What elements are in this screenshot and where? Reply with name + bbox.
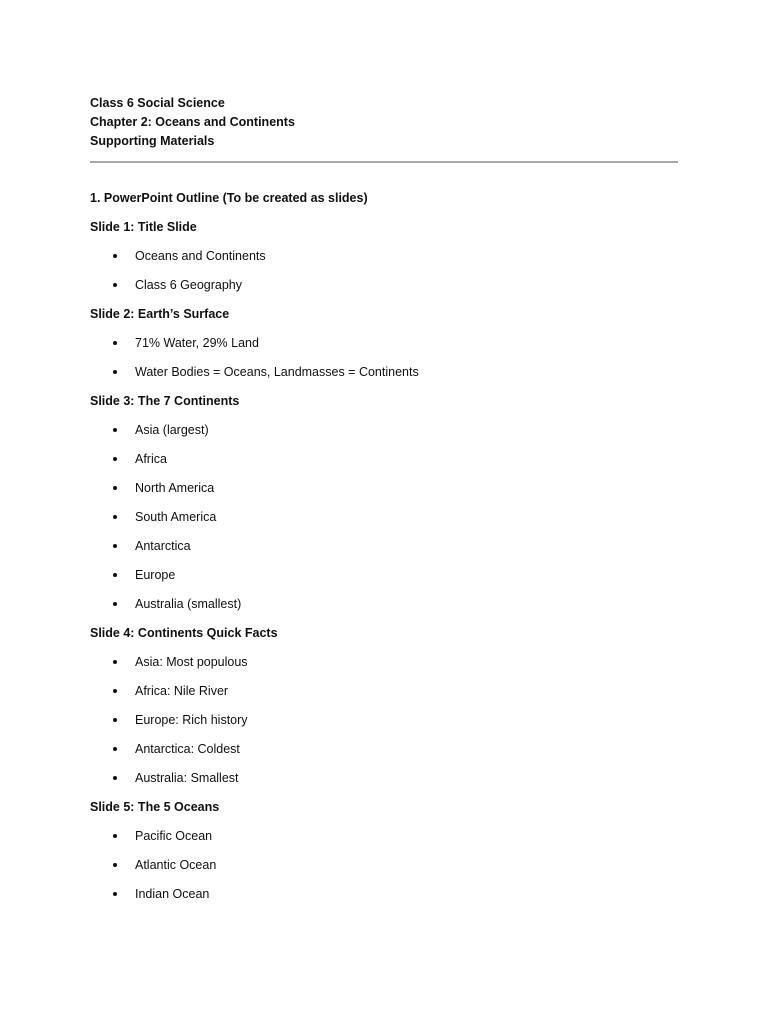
slide-block <box>90 306 678 380</box>
bullet-item <box>90 335 678 351</box>
bullet-text: Antarctica: Coldest <box>135 742 240 756</box>
bullet-text: North America <box>135 481 215 495</box>
bullet-text: Water Bodies = Oceans, Landmasses = Continents <box>135 365 419 379</box>
bullet-item <box>90 422 678 438</box>
section-heading: 1. PowerPoint Outline (To be created as slides) <box>90 191 368 205</box>
bullet-dot-icon <box>113 341 117 345</box>
document-page <box>90 94 678 902</box>
bullet-text: Class 6 Geography <box>135 278 243 292</box>
bullet-list <box>90 654 678 786</box>
bullet-dot-icon <box>113 689 117 693</box>
bullet-dot-icon <box>113 573 117 577</box>
bullet-dot-icon <box>113 892 117 896</box>
bullet-dot-icon <box>113 457 117 461</box>
bullet-item <box>90 277 678 293</box>
bullet-item <box>90 741 678 757</box>
bullet-item <box>90 857 678 873</box>
bullet-dot-icon <box>113 283 117 287</box>
bullet-dot-icon <box>113 428 117 432</box>
slide-block <box>90 219 678 293</box>
bullet-text: South America <box>135 510 217 524</box>
bullet-text: Asia: Most populous <box>135 655 248 669</box>
bullet-text: Indian Ocean <box>135 887 210 901</box>
bullet-dot-icon <box>113 863 117 867</box>
bullet-dot-icon <box>113 718 117 722</box>
document-class-title: Class 6 Social Science <box>90 96 225 110</box>
bullet-text: Africa: Nile River <box>135 684 229 698</box>
bullet-text: Africa <box>135 452 167 466</box>
bullet-item <box>90 364 678 380</box>
bullet-item <box>90 683 678 699</box>
bullet-item <box>90 538 678 554</box>
bullet-text: Antarctica <box>135 539 191 553</box>
bullet-item <box>90 712 678 728</box>
bullet-list <box>90 248 678 293</box>
bullet-text: Australia (smallest) <box>135 597 242 611</box>
horizontal-divider <box>90 161 678 163</box>
slide-title: Slide 5: The 5 Oceans <box>90 800 220 814</box>
bullet-dot-icon <box>113 515 117 519</box>
bullet-dot-icon <box>113 776 117 780</box>
bullet-list <box>90 335 678 380</box>
bullet-text: Europe: Rich history <box>135 713 248 727</box>
bullet-dot-icon <box>113 370 117 374</box>
bullet-text: Pacific Ocean <box>135 829 213 843</box>
bullet-dot-icon <box>113 834 117 838</box>
bullet-item <box>90 770 678 786</box>
bullet-item <box>90 480 678 496</box>
bullet-dot-icon <box>113 544 117 548</box>
bullet-text: Atlantic Ocean <box>135 858 217 872</box>
slide-title: Slide 3: The 7 Continents <box>90 394 240 408</box>
bullet-list <box>90 422 678 612</box>
bullet-item <box>90 248 678 264</box>
bullet-text: Europe <box>135 568 176 582</box>
document-chapter-title: Chapter 2: Oceans and Continents <box>90 115 295 129</box>
slide-title: Slide 1: Title Slide <box>90 220 197 234</box>
bullet-list <box>90 828 678 902</box>
bullet-text: Oceans and Continents <box>135 249 266 263</box>
bullet-text: Asia (largest) <box>135 423 209 437</box>
slide-block <box>90 393 678 612</box>
bullet-item <box>90 596 678 612</box>
slide-title: Slide 2: Earth’s Surface <box>90 307 230 321</box>
bullet-text: Australia: Smallest <box>135 771 239 785</box>
bullet-dot-icon <box>113 254 117 258</box>
document-subtitle: Supporting Materials <box>90 134 215 148</box>
bullet-item <box>90 509 678 525</box>
bullet-dot-icon <box>113 660 117 664</box>
bullet-dot-icon <box>113 747 117 751</box>
bullet-text: 71% Water, 29% Land <box>135 336 259 350</box>
bullet-item <box>90 828 678 844</box>
bullet-dot-icon <box>113 486 117 490</box>
slide-block <box>90 625 678 786</box>
bullet-item <box>90 451 678 467</box>
bullet-item <box>90 654 678 670</box>
bullet-dot-icon <box>113 602 117 606</box>
bullet-item <box>90 886 678 902</box>
bullet-item <box>90 567 678 583</box>
slides-outline <box>90 219 678 902</box>
slide-title: Slide 4: Continents Quick Facts <box>90 626 278 640</box>
slide-block <box>90 799 678 902</box>
